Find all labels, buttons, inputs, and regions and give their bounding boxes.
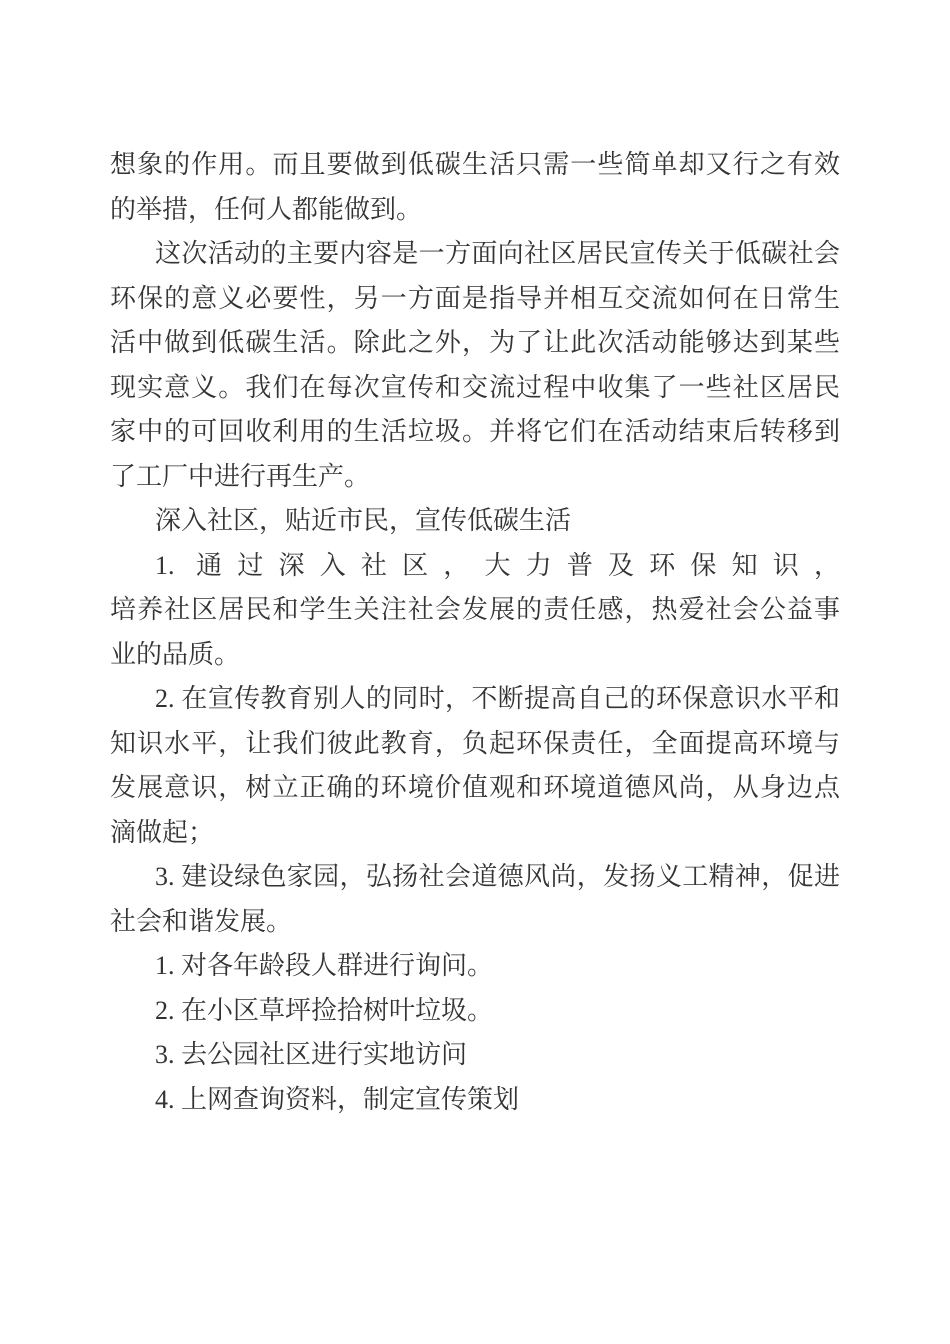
text-line: 了工厂中进行再生产。 <box>110 461 371 491</box>
text-line: 2. 在小区草坪捡拾树叶垃圾。 <box>155 995 494 1025</box>
text-line: 2. 在宣传教育别人的同时，不断提高自己的环保意识水平和 <box>155 684 840 713</box>
text-line: 1. 对各年龄段人群进行询问。 <box>155 951 494 980</box>
text-line: 家中的可回收利用的生活垃圾。并将它们在活动结束后转移到 <box>110 417 840 446</box>
text-line: 活中做到低碳生活。除此之外，为了让此次活动能够达到某些 <box>110 328 840 357</box>
text-line: 社会和谐发展。 <box>110 906 293 936</box>
text-line: 1. 通过深入社区，大力普及环保知识， <box>155 550 840 580</box>
text-line: 3. 建设绿色家园，弘扬社会道德风尚，发扬义工精神，促进 <box>155 862 840 891</box>
text-line: 深入社区，贴近市民，宣传低碳生活 <box>155 506 572 535</box>
text-line: 发展意识，树立正确的环境价值观和环境道德风尚，从身边点 <box>110 773 840 802</box>
text-line: 培养社区居民和学生关注社会发展的责任感，热爱社会公益事 <box>110 595 840 624</box>
text-line: 的举措，任何人都能做到。 <box>110 194 423 224</box>
text-line: 业的品质。 <box>110 639 241 669</box>
text-block <box>110 143 840 1122</box>
text-line: 知识水平，让我们彼此教育，负起环保责任，全面提高环境与 <box>110 728 840 758</box>
text-line: 想象的作用。而且要做到低碳生活只需一些简单却又行之有效 <box>110 150 840 179</box>
text-line: 3. 去公园社区进行实地访问 <box>155 1040 468 1069</box>
text-line: 滴做起； <box>110 817 215 847</box>
text-line: 这次活动的主要内容是一方面向社区居民宣传关于低碳社会 <box>155 239 840 268</box>
text-line: 环保的意义必要性，另一方面是指导并相互交流如何在日常生 <box>110 283 840 313</box>
text-line: 4. 上网查询资料，制定宣传策划 <box>155 1084 520 1114</box>
text-line: 现实意义。我们在每次宣传和交流过程中收集了一些社区居民 <box>110 372 840 402</box>
